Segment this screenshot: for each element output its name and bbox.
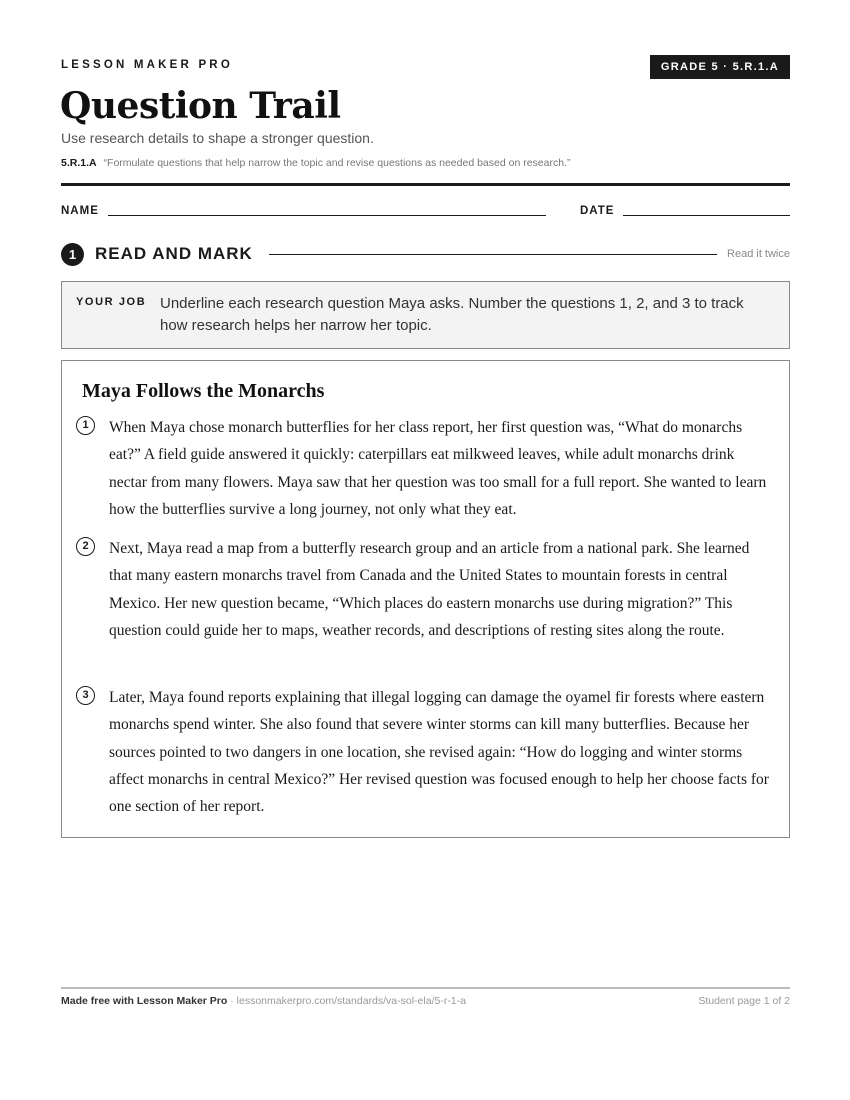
date-label: DATE bbox=[580, 205, 615, 217]
instructions-box bbox=[61, 281, 790, 349]
footer-url[interactable]: · lessonmakerpro.com/standards/va-sol-ela/5-r-1-a bbox=[230, 995, 466, 1007]
date-field[interactable] bbox=[623, 215, 790, 216]
paragraph-number-3: 3 bbox=[76, 686, 95, 705]
footer-made-with: Made free with Lesson Maker Pro bbox=[61, 995, 228, 1007]
standard-code: 5.R.1.A bbox=[61, 157, 97, 169]
page-indicator: Student page 1 of 2 bbox=[698, 995, 790, 1007]
standard-line bbox=[61, 157, 570, 169]
passage-title: Maya Follows the Monarchs bbox=[82, 380, 325, 402]
brand-name: LESSON MAKER PRO bbox=[61, 59, 233, 71]
section-heading bbox=[61, 243, 790, 267]
paragraph-number-1: 1 bbox=[76, 416, 95, 435]
page-title: Question Trail bbox=[60, 85, 341, 127]
instructions-label: YOUR JOB bbox=[76, 296, 147, 308]
name-field[interactable] bbox=[108, 215, 546, 216]
paragraph-3: Later, Maya found reports explaining that illegal logging can damage the oyamel fir forests where eastern monarchs spend winter. She also found that severe winter storms can kill many butterflies. Because her sources pointed to two dangers in one location, she revised again: “How do logging and winter storms affect monarchs in central Mexico?” Her revised question was focused enough to help her choose facts for one section of her report. bbox=[109, 689, 769, 816]
paragraph-2: Next, Maya read a map from a butterfly research group and an article from a national park. She learned that many eastern monarchs travel from Canada and the United States to mountain forests in central Mexico. Her new question became, “Which places do eastern monarchs use during migration?” This question could guide her to maps, weather records, and descriptions of resting sites along the route. bbox=[109, 540, 750, 639]
instructions-text: Underline each research question Maya asks. Number the questions 1, 2, and 3 to track how research helps her narrow her topic. bbox=[160, 295, 744, 334]
paragraph-1: When Maya chose monarch butterflies for her class report, her first question was, “What do monarchs eat?” A field guide answered it quickly: caterpillars eat milkweed leaves, while adult monarchs drink nectar from many flowers. Maya saw that her question was too small for a full report. She wanted to learn how the butterflies survive a long journey, not only what they eat. bbox=[109, 419, 767, 518]
paragraph-number-2: 2 bbox=[76, 537, 95, 556]
grade-badge: GRADE 5 · 5.R.1.A bbox=[650, 55, 790, 79]
header-divider bbox=[61, 183, 790, 186]
section-number-badge: 1 bbox=[61, 243, 84, 266]
footer-divider bbox=[61, 987, 790, 989]
standard-text: “Formulate questions that help narrow the topic and revise questions as needed based on research.” bbox=[103, 157, 571, 169]
footer-credit bbox=[61, 995, 466, 1007]
name-label: NAME bbox=[61, 205, 99, 217]
section-title: READ AND MARK bbox=[95, 244, 253, 263]
worksheet-header bbox=[61, 55, 790, 79]
section-rule bbox=[269, 254, 717, 255]
page-subtitle: Use research details to shape a stronger question. bbox=[61, 130, 374, 146]
section-note: Read it twice bbox=[727, 248, 790, 260]
reading-passage bbox=[61, 360, 790, 838]
